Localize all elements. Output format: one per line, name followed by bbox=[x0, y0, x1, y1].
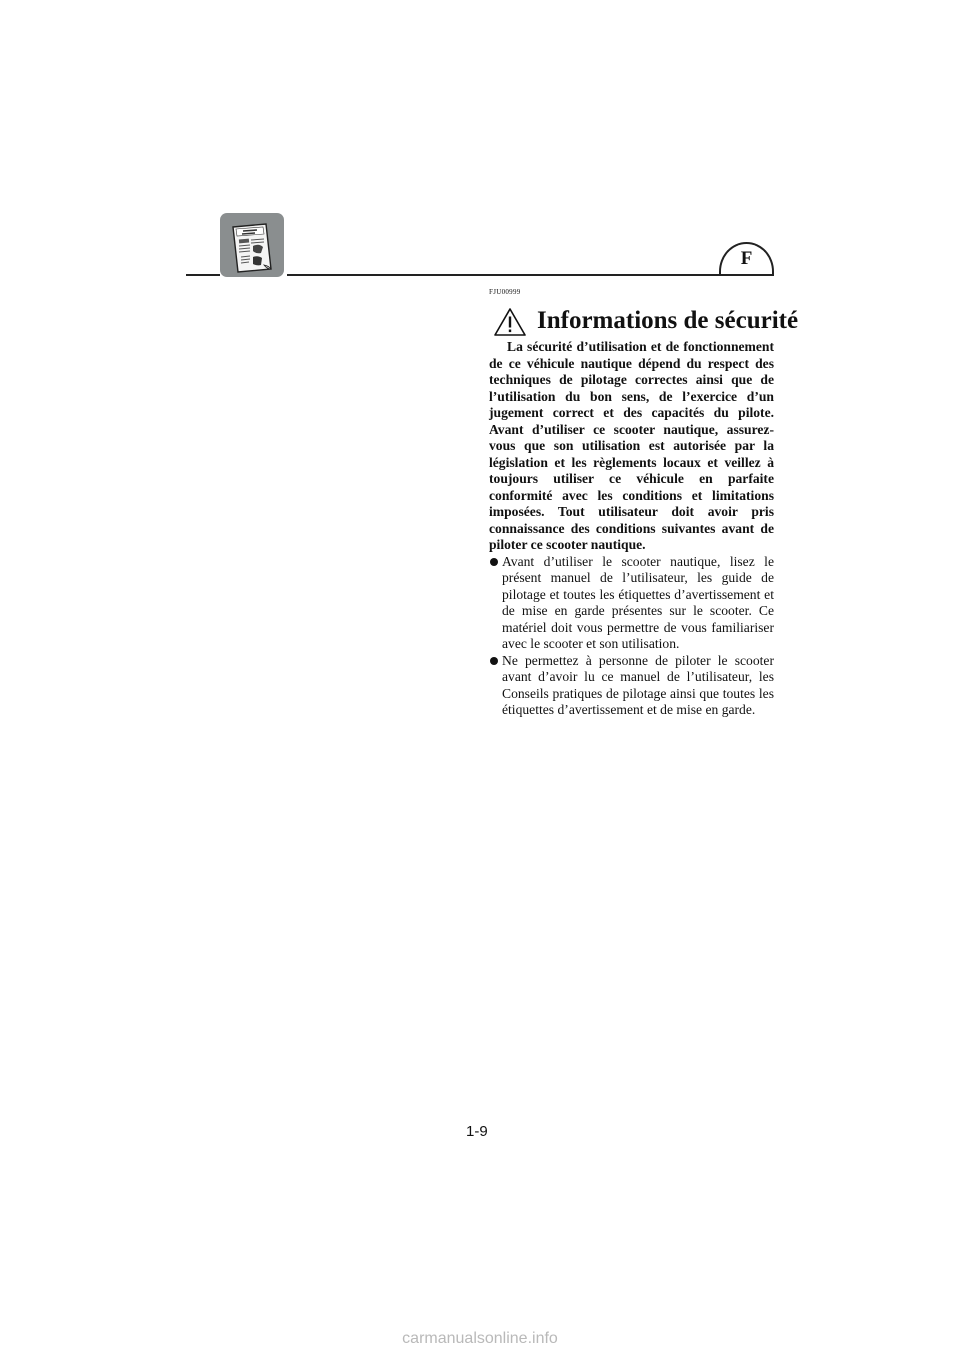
page-number: 1-9 bbox=[466, 1123, 488, 1140]
watermark-text: carmanualsonline.info bbox=[402, 1330, 558, 1347]
bullet-icon bbox=[490, 558, 498, 566]
list-item-text: Avant d’utiliser le scooter nautique, lisez le présent manuel de l’utilisateur, les guide de pilotage et toutes les étiquettes d’avertissement et de mise en garde présentes sur le scooter. Ce matériel doit vous permettre de vous familiariser avec le scooter et son utilisation. bbox=[502, 553, 774, 651]
header-rule-right bbox=[287, 274, 774, 276]
safety-bullet-list bbox=[489, 554, 774, 719]
list-item bbox=[489, 554, 774, 653]
manual-booklet-icon bbox=[220, 213, 284, 277]
safety-content bbox=[489, 339, 774, 719]
list-item-text: Ne permettez à personne de piloter le scooter avant d’avoir lu ce manuel de l’utilisateur, les Conseils pratiques de pilotage ainsi que toutes les étiquettes d’avertissement et de mise en garde. bbox=[502, 652, 774, 717]
list-item bbox=[489, 653, 774, 719]
intro-paragraph: La sécurité d’utilisation et de fonctionnement de ce véhicule nautique dépend du respect des techniques de pilotage correctes ainsi que de l’utilisation du bon sens, de l’exercice d’un jugement correct et des capacités du pilote. Avant d’utiliser ce scooter nautique, assurez-vous que son utilisation est autorisée par la législation et les règlements locaux et veillez à toujours utiliser ce véhicule en parfaite conformité avec les conditions et limitations imposées. Tout utilisateur doit avoir pris connaissance des conditions suivantes avant de piloter ce scooter nautique. bbox=[489, 339, 774, 552]
warning-triangle-icon bbox=[493, 307, 527, 337]
bullet-icon bbox=[490, 657, 498, 665]
section-heading bbox=[493, 303, 799, 343]
language-badge: F bbox=[719, 242, 774, 274]
page-title: Informations de sécurité bbox=[537, 307, 799, 334]
header-rule-left bbox=[186, 274, 220, 276]
document-code: FJU00999 bbox=[489, 288, 521, 296]
